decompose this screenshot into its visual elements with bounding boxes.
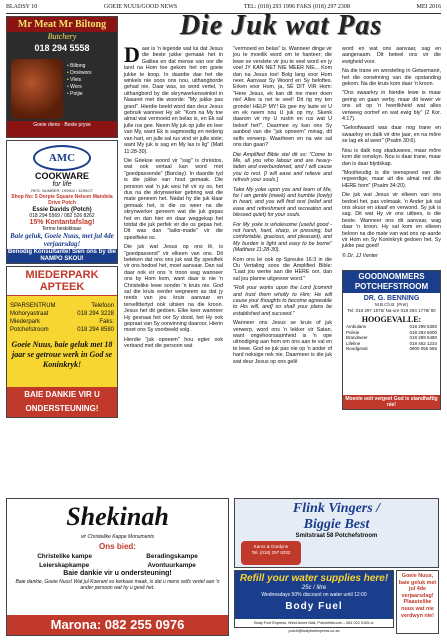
amc-contact-name: Essie Davids (Potch) (32, 207, 92, 213)
publication-contact: TEL: (018) 293 1996 FAKS (018) 297 2308 (243, 4, 350, 10)
medical-row-name: Ambulans (346, 324, 367, 329)
flink-address: Smitstraat 58 Potchefstroom (295, 533, 378, 539)
apteek-title: MIEDERPARK APTEEK (7, 267, 117, 296)
article-paragraph: Die Griekse woord vir "sag" is chrëstos, wat ook vertaal kan word met "goedpassende" (Barclay). In daardie tyd is die jukke van hout gemaak. Die persoon wat 'n juk wou hê vir sy os, het dus na die skrynwerker gebring wat die mate geneem het. Nadat hy die juk klaar gemaak het, is die os weer na die skrynwerker geneem wat die juk gepas het en dan hier en daar weggekap het totdat die juk perfek vir die os gepas het. Dit was dan "tailor-made" vir die spesifieke os. (124, 157, 223, 241)
publication-name: GOEIE NUUS/GOOD NEWS (103, 4, 178, 10)
butchery-tel: 018 294 5558 (34, 43, 90, 53)
apteek-row-label: Faks: (99, 319, 114, 325)
meat-image (11, 59, 63, 119)
apteek-row-label: 018 294 3228 (77, 311, 114, 317)
fuel-logo: Body Fuel (285, 601, 343, 612)
drop-cap: D (124, 42, 140, 67)
flink-bubble-text: Karos & Gordyne (253, 544, 289, 549)
medical-row-name: Noodgeval (346, 346, 368, 352)
butchery-item: • Potjie (67, 91, 117, 98)
medical-tel: Tel: 018 297 1575/ Na-ure 018 294 1778/ 80 (347, 307, 436, 313)
apteek-rows (7, 302, 117, 334)
article-paragraph: Hierdie "juk opneem" hou egter ook verband met die persoon wat (124, 336, 223, 350)
amc-greeting: Baie geluk, Goeie Nuus, met jul 4de verjaarsdag! (10, 232, 114, 248)
article-paragraph: Wanneer ons Jesus se kruis of juk verwerp, word ons 'n lekker vir Satan, want ongehoorsaamheid is 'n ope uitnodiging aan hom om ons aan te val en te lewe. God se juk pas nie op 'n ander of hard neksige nek nie. Daarmeer is die juk wat deur Jesus op ons gelê (233, 320, 332, 365)
medical-doctor: DR. G. BENNING (363, 295, 420, 302)
medical-row-name: Lifeline (346, 340, 361, 346)
butchery-item: • Wors (67, 84, 117, 91)
article-paragraph (124, 42, 223, 155)
apteek-row (7, 326, 117, 334)
butchery-item: • Vleis (67, 77, 117, 84)
shekinah-service: Avontuurkampe (147, 562, 196, 569)
article-paragraph: "Ons swaarkry in hierdie lewe is maar gering en gaan verby, maar dit lewer vir ons uit op 'n heerlikheid wat alles verweeg oortref en wat ewig bly" (2 Kor. 4:17). (342, 90, 441, 123)
butchery-ad[interactable] (6, 16, 118, 138)
article-headline: Die Juk wat Pas (179, 10, 383, 41)
shekinah-byline: vir Christelike Kappe Monuments (80, 534, 155, 540)
article-paragraph: Take My yoke upon you and learn of Me, for I am gentle (meek) and humble (lowly) in heart, and you will find rest (relief and ease and refreshment and recreation and blessed quiet) for your souls. (233, 186, 332, 219)
shekinah-service: Leierskapkampe (39, 562, 90, 569)
amc-reg: REG. NUMBER: 199502 / 4299/27 (31, 188, 93, 193)
medical-section: HOOGEVALLE: (361, 315, 422, 324)
shekinah-phone[interactable]: Marona: 082 255 0976 (7, 615, 228, 635)
medical-row-name: Polisie (346, 329, 360, 335)
apteek-row-label: Telefoon (91, 303, 114, 309)
medical-ad[interactable] (342, 270, 441, 410)
amc-discount: 15% Kontantafslag! (29, 219, 95, 226)
issue-date: MEI 2016 (416, 4, 441, 10)
paragraph-text: aar is 'n legende wat lui dat Jesus die beste jukke gemaak het in Galilea en dat mense van oor die land na Hom toe gekom het om goeie jukke te koop. In daardie dae het die winkels nie soos ons nou, uithangborde gehad nie. Daar was, so word vertel, 'n uithangbord by die skrynwerkerswinkel in Nasaret met die woorde: "My jukke pas goed". Hierdie beeld word dan deur Jesus gebruik wanneer Hy sê: "Kom na My toe almal wat vermoeid en belas is, en Ek sal julle rus gee. Neem My juk op julle en leer van My, want Ek is sagmoedig en nederig van hart, en julle sal rus vind vir julle siele; want My juk is sag en My las is lig" (Matt 11:28-30). (124, 46, 223, 155)
shekinah-services (7, 562, 228, 569)
fuel-offer: Wednesdays 50% discount on water until 12:00 (261, 592, 367, 598)
article-paragraph: Die juk wat Jesus op ons lê, is "goedpassend" vir elkeen van ons. Dit beteken dat ons ons juk wat By spesifiek vir ons bedoel het, moet aanvaar. Dan sal daar ook vir ons 'n troon wag wanneer ons by Hom kom, want daar is nie 'n Christelike lewe sonder 'n kruis nie. God sal die kruis eerder wegneem as dat jy reeds van jou kruis aanvaar en terselfdertyd ook uitsien na die kroon. Jesus het dit gedoen. Elke keer wanneer Hy gesnaai het oor Sy dood, het Hy ook gepraat van Sy oorwinning daaroor. Hierin moet ons Sy voorbeeld volg. (124, 244, 223, 334)
article-paragraph: Die Amplified Bible stel dit so: "Come to Me, all you who labour and are heavy-laden and overburdened, and I will cause you to rest. [I will ease and relieve and refresh your souls.] (233, 151, 332, 184)
shekinah-quote: Baie dankie, Goeie Nuus! Wat jul Koerant so kerkaas maak, is dat u mens selfs vertel aan 'n ander persoon wat hy u gesê het. (15, 579, 220, 591)
amc-tel: 018 294 5569 / 082 526 8262 (29, 213, 95, 219)
article-paragraph: "Mooiheudig is die teenspoed van die regverdige, maar uit die almal red die HERE hom" (Psalm 34:20). (342, 169, 441, 189)
apteek-row (7, 302, 117, 310)
shekinah-logo: Shekinah (66, 502, 169, 531)
butchery-item: • Droëwors (67, 70, 117, 77)
medical-row-tel: 018 293 6000 (409, 329, 437, 335)
shekinah-offer: Ons bied: (99, 542, 136, 551)
fuel-address: Body Fuel Express, West Acres Mall, Potchefstroom – 081 022 0105 or potch@bodyfuelexpress.co.za (235, 619, 393, 627)
medical-row-tel: 018 299 5350 (409, 324, 437, 329)
apteek-greeting: Goeie Nuus, baie geluk met 18 jaar se getroue werk in God se Koninkryk! (11, 340, 113, 369)
shekinah-ad[interactable] (6, 498, 229, 636)
article-column-3 (342, 46, 441, 262)
medical-head: GOODNOMMERS POTCHEFSTROOM (343, 271, 440, 293)
butchery-sub: Butchery (47, 32, 77, 41)
goeie-nuus-box: Goeie Nuus, baie geluk met jul 4de verjaarsdag! Plaastelike nuus wat nie verdwyn nie! (396, 570, 439, 634)
page-number: BLADSY 10 (6, 4, 38, 10)
amc-title: COOKWARE (35, 171, 89, 181)
apteek-ad[interactable] (6, 266, 118, 418)
medical-row (346, 346, 437, 352)
article-paragraph: Die juk wat Jesus vir elkeen van ons bedoel het, pas volmaak. 'n Ander juk sal ons skuur en skaaf en verwond. Sy juk is sag. Dit wat Hy vir ons uitlees, is die beste. Wanneer ons dit aanvaar, wag daar 'n kroon. Hy sal kom en elkeen beloon na die mate van wat ons op aarde vir Hom en Sy Koninkryk gedoen het. Sy jukke pas goed! (342, 192, 441, 250)
article-paragraph: For My yoke is wholesome (useful good - not harsh, hard, sharp, or pressing, but comfortable, gracious, and pleasant), and My burden is light and easy to be borne" (Matthew 11:28-30). (233, 221, 332, 254)
flink-bubble-tel: Tel. (018) 297 8332 (251, 549, 291, 555)
flink-title: Flink Vingers / (292, 501, 381, 516)
shekinah-services (7, 553, 228, 560)
butchery-name: Mr Meat Mr Biltong (7, 17, 117, 32)
butchery-bottom: Goeie diens · Beste pryse (7, 121, 117, 137)
shekinah-thanks: Baie dankie vir u ondersteuning! (63, 570, 172, 577)
apteek-row-name: SPARSENTRUM (10, 303, 56, 309)
medical-row-tel: 018 299 5480 (409, 335, 437, 341)
medical-row-tel: 0800 055 555 (409, 346, 437, 352)
fuel-price: 25c / litre (301, 585, 327, 591)
article-byline: © Dr. JJ Venter (342, 252, 378, 259)
apteek-row-name: Miederpark (10, 319, 41, 325)
left-ad-column (6, 16, 118, 494)
medical-footer: Moenie ooit vergeet God is standhaftig nie! (343, 395, 440, 409)
article-paragraph: Nou is dalk nog skaduwees, maar môre kom die sonskyn. Nou is daar trane, maar dan is daar blydskap. (342, 147, 441, 167)
apteek-row (7, 318, 117, 326)
flink-title-2: Biggie Best (303, 517, 370, 532)
amc-bottom: Benodig Konsultante! Sien ons by die NAMPO SKOU! (7, 249, 116, 262)
body-fuel-ad[interactable] (234, 570, 394, 633)
shekinah-service: Christelike kampe (37, 553, 92, 560)
article-paragraph: "Roll your works upon the Lord [commit and trust them wholly to Him; He will cause your thoughts to become agreeable to His will, and] so shall your plans be established and succeed." (233, 285, 332, 317)
article-paragraph: word en wat ons aanvaar, sag en aangenaam. Dit beteel ons vir die ewigheid voor. (342, 46, 441, 65)
article-paragraph: "Geloofwaard was daar nog trane en swaarkry en dalk vir drie jaar, en na môre se lag ek al weer" (Psalm 30:6). (342, 125, 441, 145)
amc-logo: AMC (33, 145, 91, 171)
apteek-thanks: BAIE DANKIE VIR U ONDERSTEUNING! (7, 387, 117, 417)
amc-tagline: for life (52, 181, 72, 188)
amc-ad[interactable] (6, 140, 118, 264)
article-column-1 (124, 42, 223, 353)
medical-table (343, 324, 440, 352)
apteek-row (7, 310, 117, 318)
article-paragraph: Na die trane en worsteling in Getsemané, het die oorwinning van die opstanding gekom. Na die kruis kom daar 'n kroon. (342, 68, 441, 88)
amc-shop: Shop No: 5 Dorpie Square Nelson Mandela Drive Potch (11, 194, 113, 206)
amc-terms: Terme beskikbaar. (41, 226, 83, 232)
fuel-headline: Refill your water supplies here! (239, 573, 389, 584)
flink-vingers-ad[interactable] (234, 498, 439, 568)
medical-row-name: Brandweer (346, 335, 368, 341)
article-column-2 (233, 46, 332, 368)
article-paragraph: "vermoeid en belas" is. Wanneer dinge vir jou te moeilik word om te hanteer; die lewe se verslete vir jou te veel word en jy voel JY KAN NET NIE MEER NIE... Kom dan na Jesus toe! Bolg lang voor Hom neer. Aanvaar Sy Woord en Sy beloftes. Erken voor Hom, ja, SÊ DIT VIR Hom: "Here Jesus, ek kan dit nie meer doen nie! Alles is net te veel! Dit rig my ten gronde! HELP MY! Ek gee my laste vir U en ek neem nou U juk op my. Skenk daarom vir my U rustin en rus wat U beloof het!". Daarmee sy kan ons Sy aanbod van die "juk opneem" minag, dit selfs verwerp. Waarheen en na wie sal ons dan gaan? (233, 46, 332, 149)
shekinah-service: Beradingskampe (146, 553, 198, 560)
apteek-row-label: 018 294 8580 (77, 327, 114, 333)
article-paragraph: Kom ons lei ook op Spreuke 16:3 in die Ou Vertaling soos die Amplified Bible: "Laat jou werke aan die HERE oor, dan sal jou planne uitgevoer word." (233, 256, 332, 282)
butchery-item-list (67, 63, 117, 98)
medical-row-tel: 018 462 1234 (409, 340, 437, 346)
butchery-item: • Biltong (67, 63, 117, 70)
medical-qual: M.B.Ch.B. (Pret) (374, 302, 408, 307)
apteek-row-name: Potchefstroom (10, 327, 49, 333)
flink-bubble (241, 541, 301, 565)
apteek-row-name: Mohoryastraat (10, 311, 49, 317)
